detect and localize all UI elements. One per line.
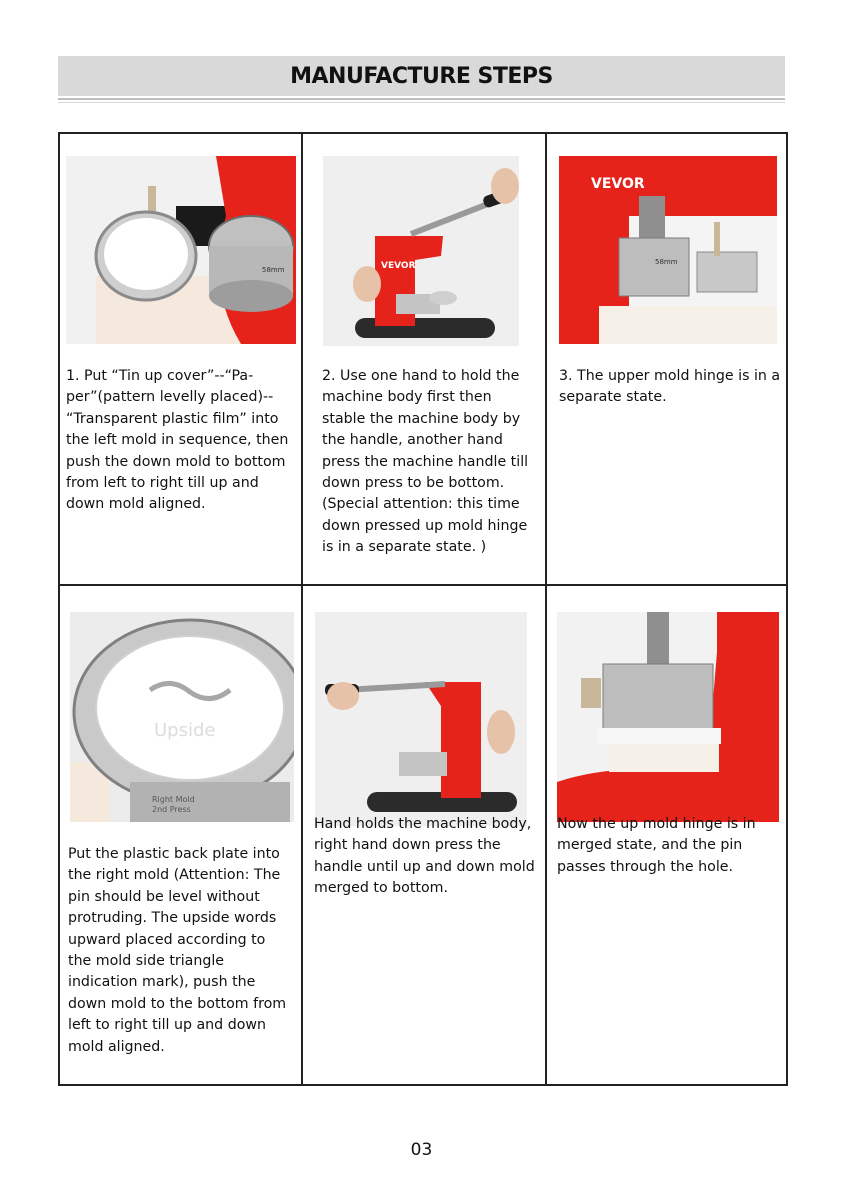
step-1-photo (66, 156, 296, 344)
svg-text:58mm: 58mm (655, 258, 678, 266)
step-6-text: Now the up mold hinge is in merged state, and the pin passes through the hole. (557, 816, 756, 875)
step-cell-5 (303, 586, 547, 1084)
step-2-photo (323, 156, 519, 346)
step-5-illustration (315, 612, 527, 826)
step-2-text: 2. Use one hand to hold the machine body first then stable the machine body by the handle, another hand press the machine handle till down press to be bottom. (Special attention: this time down pressed up mold hinge is in a separate state. ) (322, 368, 529, 556)
svg-text:Right Mold: Right Mold (152, 795, 195, 804)
svg-text:58mm: 58mm (262, 266, 285, 274)
svg-text:VEVOR: VEVOR (591, 176, 645, 192)
step-cell-2 (303, 134, 547, 586)
step-cell-6 (547, 586, 786, 1084)
svg-text:VEVOR: VEVOR (381, 261, 416, 271)
step-1-text: 1. Put “Tin up cover”--“Pa- per”(pattern levelly placed)-- “Transparent plastic film” into the left mold in sequence, then push the down mold to bottom from left to right till up and down mold aligned. (66, 368, 289, 513)
page-number: 03 (410, 1140, 433, 1160)
header-rule-thin (58, 102, 785, 103)
svg-text:Upside: Upside (154, 720, 216, 741)
step-2-illustration (323, 156, 519, 346)
step-cell-4 (60, 586, 303, 1084)
step-3-illustration (559, 156, 777, 344)
step-4-photo (70, 612, 294, 822)
step-cell-1 (60, 134, 303, 586)
svg-text:2nd Press: 2nd Press (152, 805, 191, 814)
page-title: MANUFACTURE STEPS (290, 63, 553, 89)
step-4-text: Put the plastic back plate into the right mold (Attention: The pin should be level without protruding. The upside words upward placed according to the mold side triangle indication mark), push the down mold to the bottom from left to right till up and down mold aligned. (68, 846, 287, 1055)
step-3-photo (559, 156, 777, 344)
steps-table (58, 132, 788, 1086)
step-6-photo (557, 612, 779, 822)
step-cell-3 (547, 134, 786, 586)
step-3-text: 3. The upper mold hinge is in a separate state. (559, 368, 781, 406)
step-6-illustration (557, 612, 779, 822)
step-5-text: Hand holds the machine body, right hand down press the handle until up and down mold merged to bottom. (314, 816, 535, 897)
header-rule (58, 98, 785, 100)
step-5-photo (315, 612, 527, 826)
header-band (58, 56, 785, 96)
step-4-illustration (70, 612, 294, 822)
step-1-illustration (66, 156, 296, 344)
